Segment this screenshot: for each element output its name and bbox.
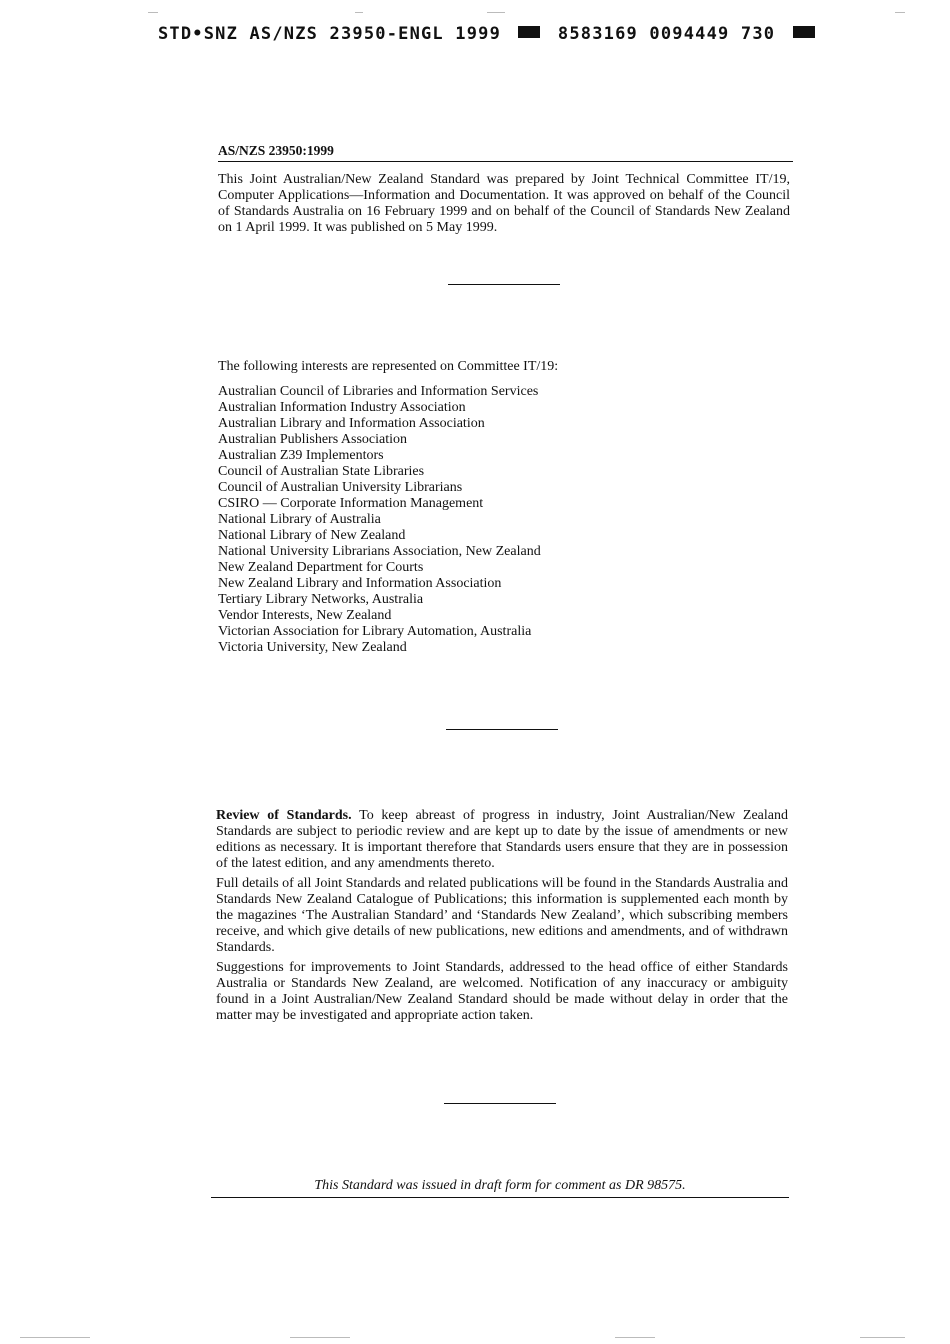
document-id: AS/NZS 23950:1999	[218, 143, 793, 162]
scan-artifact	[148, 12, 158, 13]
review-of-standards-section	[216, 808, 788, 1028]
review-paragraph-1: Review of Standards. To keep abreast of progress in industry, Joint Australian/New Zealand Standards are subject to periodic review and are kept up to date by the issue of amendments or new editions as necessary. It is important therefore that Standards users ensure that they are in possession of the latest edition, and any amendments thereto.	[216, 808, 789, 871]
list-item: Australian Z39 Implementors	[218, 448, 384, 463]
document-header-code	[158, 24, 821, 44]
header-code-left: STD•SNZ AS/NZS 23950-ENGL 1999	[158, 24, 502, 44]
list-item: Australian Information Industry Association	[218, 400, 466, 415]
scan-artifact	[290, 1337, 350, 1338]
list-item: Tertiary Library Networks, Australia	[218, 592, 424, 607]
list-item: Australian Council of Libraries and Information Services	[218, 384, 539, 399]
section-divider	[444, 1103, 556, 1104]
review-paragraph-2: Full details of all Joint Standards and related publications will be found in the Standards Australia and Standards New Zealand Catalogue of Publications; this information is supplemented each month by the magazines ‘The Australian Standard’ and ‘Standards New Zealand’, which subscribing members receive, and which give details of new publications, new editions and amendments, and of withdrawn Standards.	[216, 876, 788, 955]
review-paragraph-3: Suggestions for improvements to Joint Standards, addressed to the head office of either Standards Australia or Standards New Zealand, are welcomed. Notification of any inaccuracy or ambiguity found in a Joint Australian/New Zealand Standard should be made without delay in order that the matter may be investigated and appropriate action taken.	[216, 960, 788, 1023]
committee-heading: The following interests are represented on Committee IT/19:	[218, 359, 559, 374]
scan-artifact	[20, 1337, 90, 1338]
scan-artifact	[355, 12, 363, 13]
review-title: Review of Standards.	[216, 808, 352, 823]
list-item: Australian Library and Information Association	[218, 416, 485, 431]
committee-member-list	[218, 384, 541, 656]
redaction-block-icon	[793, 26, 815, 38]
list-item: Victorian Association for Library Automation, Australia	[218, 624, 532, 639]
scan-artifact	[487, 12, 505, 13]
list-item: Council of Australian State Libraries	[218, 464, 425, 479]
redaction-block-icon	[518, 26, 540, 38]
list-item: Council of Australian University Librarians	[218, 480, 463, 495]
draft-footnote: This Standard was issued in draft form for comment as DR 98575.	[211, 1178, 789, 1198]
list-item: New Zealand Library and Information Association	[218, 576, 502, 591]
scan-artifact	[860, 1337, 905, 1338]
section-divider	[448, 284, 560, 285]
scan-artifact	[895, 12, 905, 13]
list-item: National Library of Australia	[218, 512, 381, 527]
scan-artifact	[615, 1337, 655, 1338]
section-divider	[446, 729, 558, 730]
list-item: National University Librarians Association, New Zealand	[218, 544, 541, 559]
list-item: CSIRO — Corporate Information Management	[218, 496, 484, 511]
intro-paragraph: This Joint Australian/New Zealand Standard was prepared by Joint Technical Committee IT/19, Computer Applications—Information and Documentation. It was approved on behalf of the Council of Standards Australia on 16 February 1999 and on behalf of the Council of Standards New Zealand on 1 April 1999. It was published on 5 May 1999.	[218, 172, 790, 235]
list-item: Australian Publishers Association	[218, 432, 407, 447]
list-item: Vendor Interests, New Zealand	[218, 608, 392, 623]
list-item: National Library of New Zealand	[218, 528, 406, 543]
list-item: New Zealand Department for Courts	[218, 560, 424, 575]
list-item: Victoria University, New Zealand	[218, 640, 407, 655]
header-code-right: 8583169 0094449 730	[557, 24, 776, 44]
